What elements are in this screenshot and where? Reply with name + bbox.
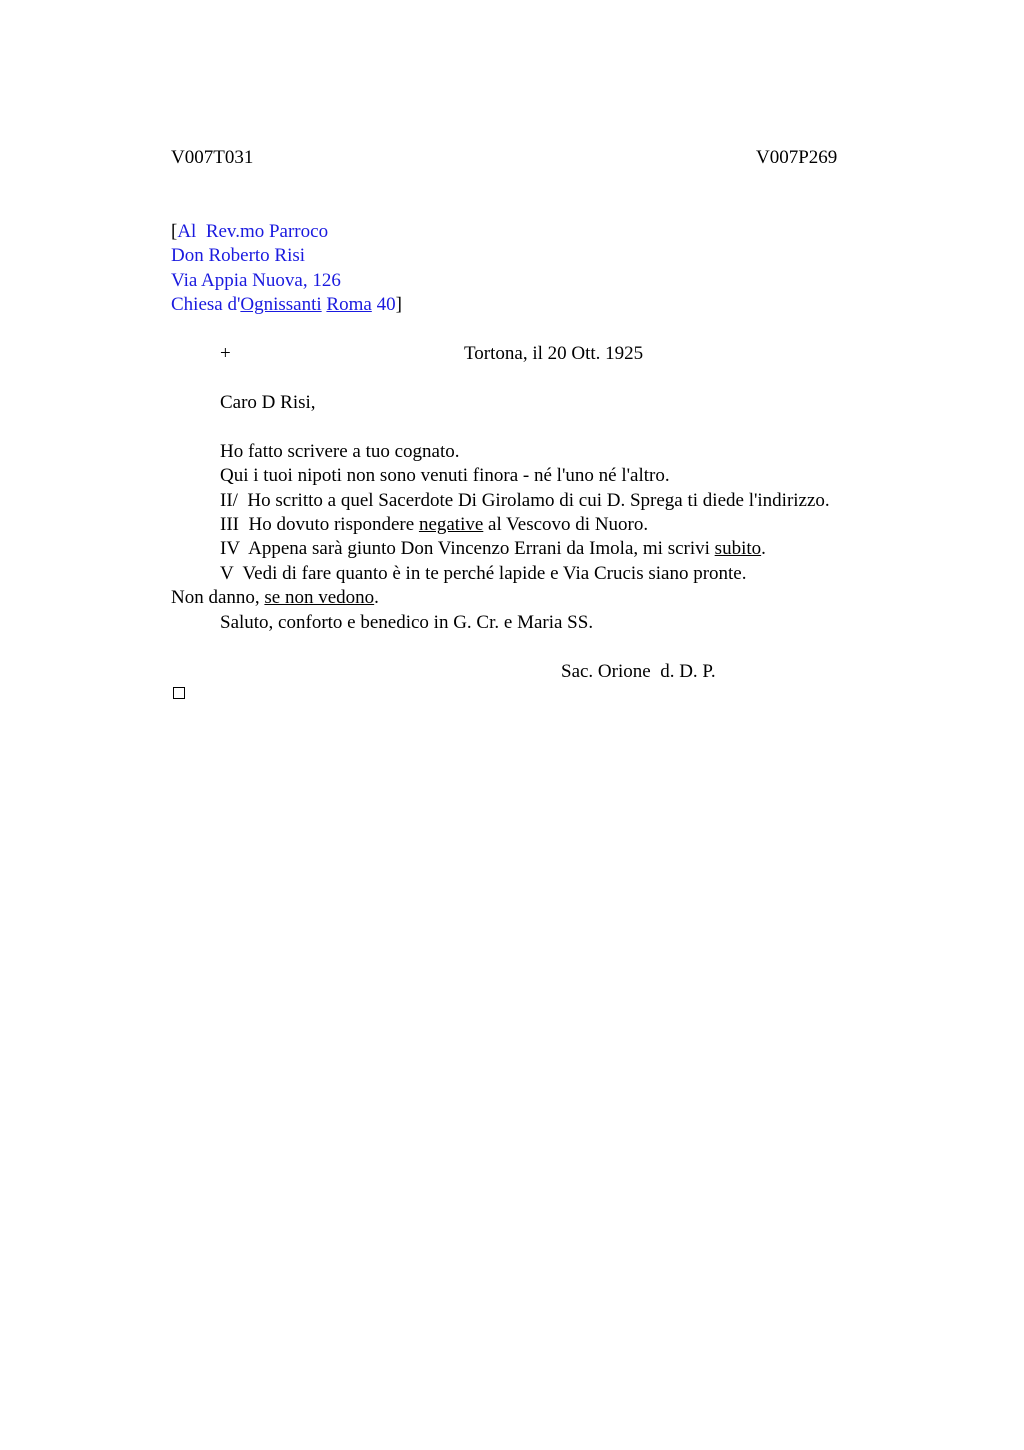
paragraph-2: Qui i tuoi nipoti non sono venuti finora - né l'uno né l'altro.: [220, 465, 670, 486]
address-line-3: Via Appia Nuova, 126: [171, 270, 341, 291]
address-postcode: 40: [371, 294, 396, 315]
document-code-left: V007T031: [171, 147, 254, 168]
paragraph-5: [220, 537, 766, 561]
address-church-prefix: Chiesa d': [171, 294, 241, 315]
address-line-1: [171, 220, 328, 244]
paragraph-3: II/ Ho scritto a quel Sacerdote Di Girolamo di cui D. Sprega ti diede l'indirizzo.: [220, 490, 830, 511]
address-line-2: Don Roberto Risi: [171, 245, 306, 266]
paragraph-4: [220, 513, 648, 537]
paragraph-4-text-a: III Ho dovuto rispondere: [220, 514, 419, 535]
open-bracket: [: [171, 221, 178, 242]
paragraph-1: Ho fatto scrivere a tuo cognato.: [220, 441, 460, 462]
address-line-4: [171, 293, 402, 317]
address-link-roma[interactable]: Roma: [326, 294, 372, 315]
paragraph-7-text-b: .: [374, 587, 379, 608]
close-bracket: ]: [395, 294, 402, 315]
end-of-document-box-icon: [173, 687, 185, 699]
paragraph-4-text-b: al Vescovo di Nuoro.: [483, 514, 649, 535]
paragraph-5-text-a: IV Appena sarà giunto Don Vincenzo Errani da Imola, mi scrivi: [220, 538, 715, 559]
paragraph-7-underlined: se non vedono: [264, 587, 375, 608]
place-date: Tortona, il 20 Ott. 1925: [464, 343, 644, 364]
cross-symbol: +: [220, 343, 231, 364]
address-link-ognissanti[interactable]: Ognissanti: [240, 294, 322, 315]
paragraph-4-underlined: negative: [418, 514, 484, 535]
paragraph-6: V Vedi di fare quanto è in te perché lapide e Via Crucis siano pronte.: [220, 563, 747, 584]
paragraph-8: Saluto, conforto e benedico in G. Cr. e Maria SS.: [220, 612, 594, 633]
document-code-right: V007P269: [756, 147, 838, 168]
paragraph-7-text-a: Non danno,: [171, 587, 265, 608]
salutation: Caro D Risi,: [220, 392, 316, 413]
paragraph-7: [171, 586, 379, 610]
signature: Sac. Orione d. D. P.: [561, 661, 716, 682]
paragraph-5-underlined: subito: [714, 538, 762, 559]
address-recipient-title: Al Rev.mo Parroco: [177, 221, 329, 242]
paragraph-5-text-b: .: [761, 538, 766, 559]
